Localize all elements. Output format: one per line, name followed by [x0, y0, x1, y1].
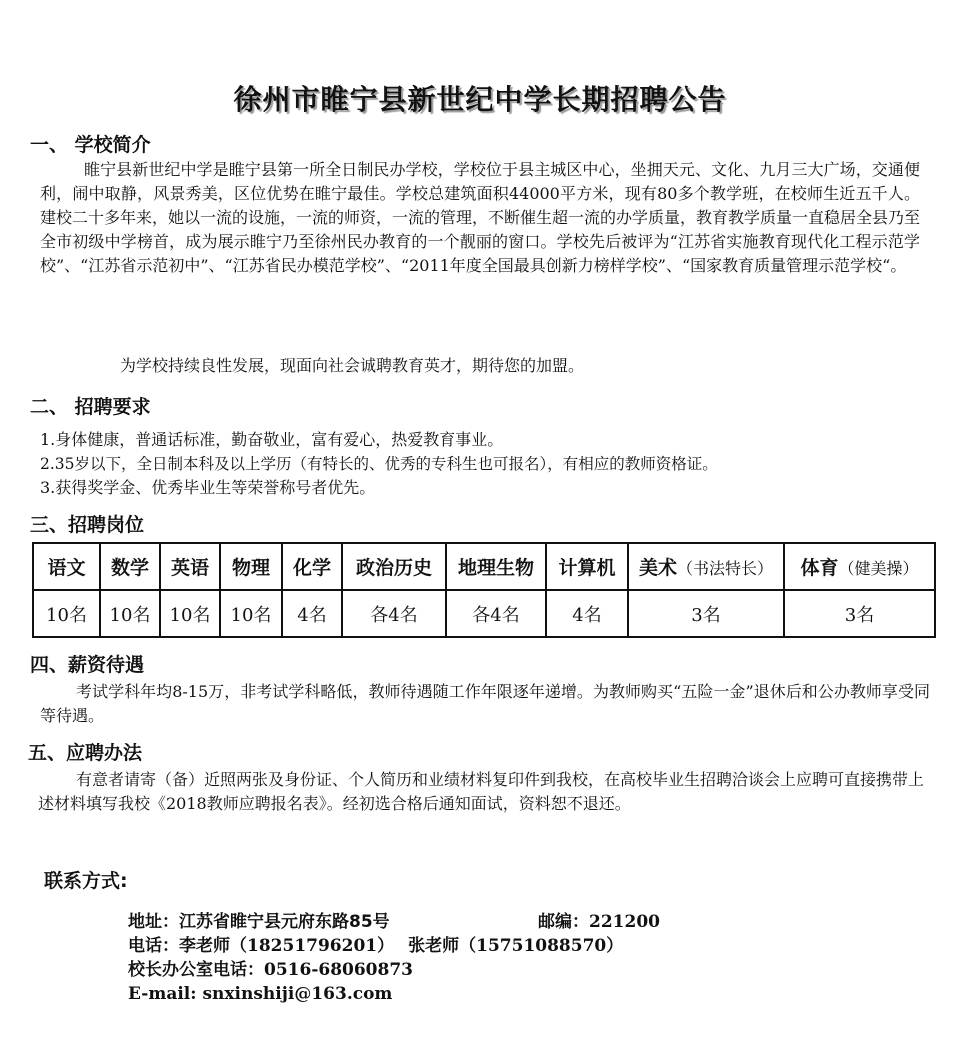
position-header: 英语 [160, 543, 220, 590]
position-header: 政治历史 [342, 543, 446, 590]
paren-close: ） [606, 936, 624, 956]
position-header: 数学 [100, 543, 160, 590]
requirement-item: 2.35岁以下，全日制本科及以上学历（有特长的、优秀的专科生也可报名），有相应的教师资格证。 [40, 455, 718, 473]
position-header: 计算机 [546, 543, 628, 590]
phone-line [128, 934, 623, 958]
position-header: 物理 [220, 543, 282, 590]
zip-line [538, 910, 660, 934]
teacher1-name: 李老师（ [179, 936, 247, 956]
position-header: 体育（健美操） [784, 543, 935, 590]
position-count: 4名 [546, 590, 628, 637]
position-header: 语文 [33, 543, 100, 590]
teacher2-name: 张老师（ [408, 936, 477, 956]
position-header: 美术（书法特长） [628, 543, 784, 590]
intro-closing: 为学校持续良性发展，现面向社会诚聘教育英才，期待您的加盟。 [120, 356, 585, 375]
address-value: 江苏省睢宁县元府东路85号 [179, 912, 390, 932]
contact-heading: 联系方式: [44, 870, 128, 892]
zip-label: 邮编： [538, 912, 589, 932]
phone2-value[interactable]: 15751088570 [476, 936, 607, 956]
position-note: （健美操） [838, 559, 919, 578]
position-count: 各4名 [446, 590, 546, 637]
address-label: 地址： [128, 912, 179, 932]
email-line [128, 982, 392, 1006]
phone1-value[interactable]: 18251796201 [247, 936, 378, 956]
paren-close: ） [377, 936, 395, 956]
section-heading-apply: 五、应聘办法 [28, 742, 143, 764]
position-count: 10名 [160, 590, 220, 637]
office-label: 校长办公室电话： [128, 960, 264, 980]
email-label: E-mail: [128, 984, 197, 1004]
section-heading-positions: 三、招聘岗位 [30, 514, 145, 536]
section-heading-salary: 四、薪资待遇 [30, 654, 145, 676]
email-value[interactable]: snxinshiji@163.com [202, 984, 393, 1004]
apply-paragraph: 有意者请寄（备）近照两张及身份证、个人简历和业绩材料复印件到我校，在高校毕业生招聘洽谈会上应聘可直接携带上述材料填写我校《2018教师应聘报名表》。经初选合格后通知面试，资料恕不退还。 [38, 770, 925, 813]
position-count: 10名 [33, 590, 100, 637]
position-note: （书法特长） [677, 559, 774, 578]
phone-label: 电话： [128, 936, 179, 956]
intro-paragraph: 睢宁县新世纪中学是睢宁县第一所全日制民办学校，学校位于县主城区中心，坐拥天元、文化、九月三大广场，交通便利，闹中取静，风景秀美，区位优势在睢宁最佳。学校总建筑面积44000平方米，现有80多个教学班，在校师生近五千人。建校二十多年来，她以一流的设施，一流的师资，一流的管理，不断催生超一流的办学质量，教育教学质量一直稳居全县乃至全市初级中学榜首，成为展示睢宁乃至徐州民办教育的一个靓丽的窗口。学校先后被评为“江苏省实施教育现代化工程示范学校”、“江苏省示范初中”、“江苏省民办模范学校”、“2011年度全国最具创新力榜样学校”、“国家教育质量管理示范学校“。 [40, 160, 921, 275]
position-count: 3名 [784, 590, 935, 637]
zip-value: 221200 [589, 912, 660, 932]
position-count: 各4名 [342, 590, 446, 637]
position-header: 地理生物 [446, 543, 546, 590]
requirement-item: 3.获得奖学金、优秀毕业生等荣誉称号者优先。 [40, 478, 376, 497]
page-title: 徐州市睢宁县新世纪中学长期招聘公告 [233, 83, 727, 116]
position-header: 化学 [282, 543, 342, 590]
position-count: 10名 [220, 590, 282, 637]
section-heading-intro: 一、 学校简介 [30, 134, 151, 156]
position-count: 3名 [628, 590, 784, 637]
office-line [128, 958, 413, 982]
salary-paragraph: 考试学科年均8-15万，非考试学科略低，教师待遇随工作年限逐年递增。为教师购买“五险一金”退休后和公办教师享受同等待遇。 [40, 682, 930, 725]
office-value[interactable]: 0516-68060873 [264, 960, 413, 980]
position-count: 4名 [282, 590, 342, 637]
position-count: 10名 [100, 590, 160, 637]
positions-table [32, 542, 936, 638]
requirement-item: 1.身体健康，普通话标准，勤奋敬业，富有爱心，热爱教育事业。 [40, 430, 504, 449]
address-line [128, 910, 390, 934]
section-heading-requirements: 二、 招聘要求 [30, 396, 151, 418]
